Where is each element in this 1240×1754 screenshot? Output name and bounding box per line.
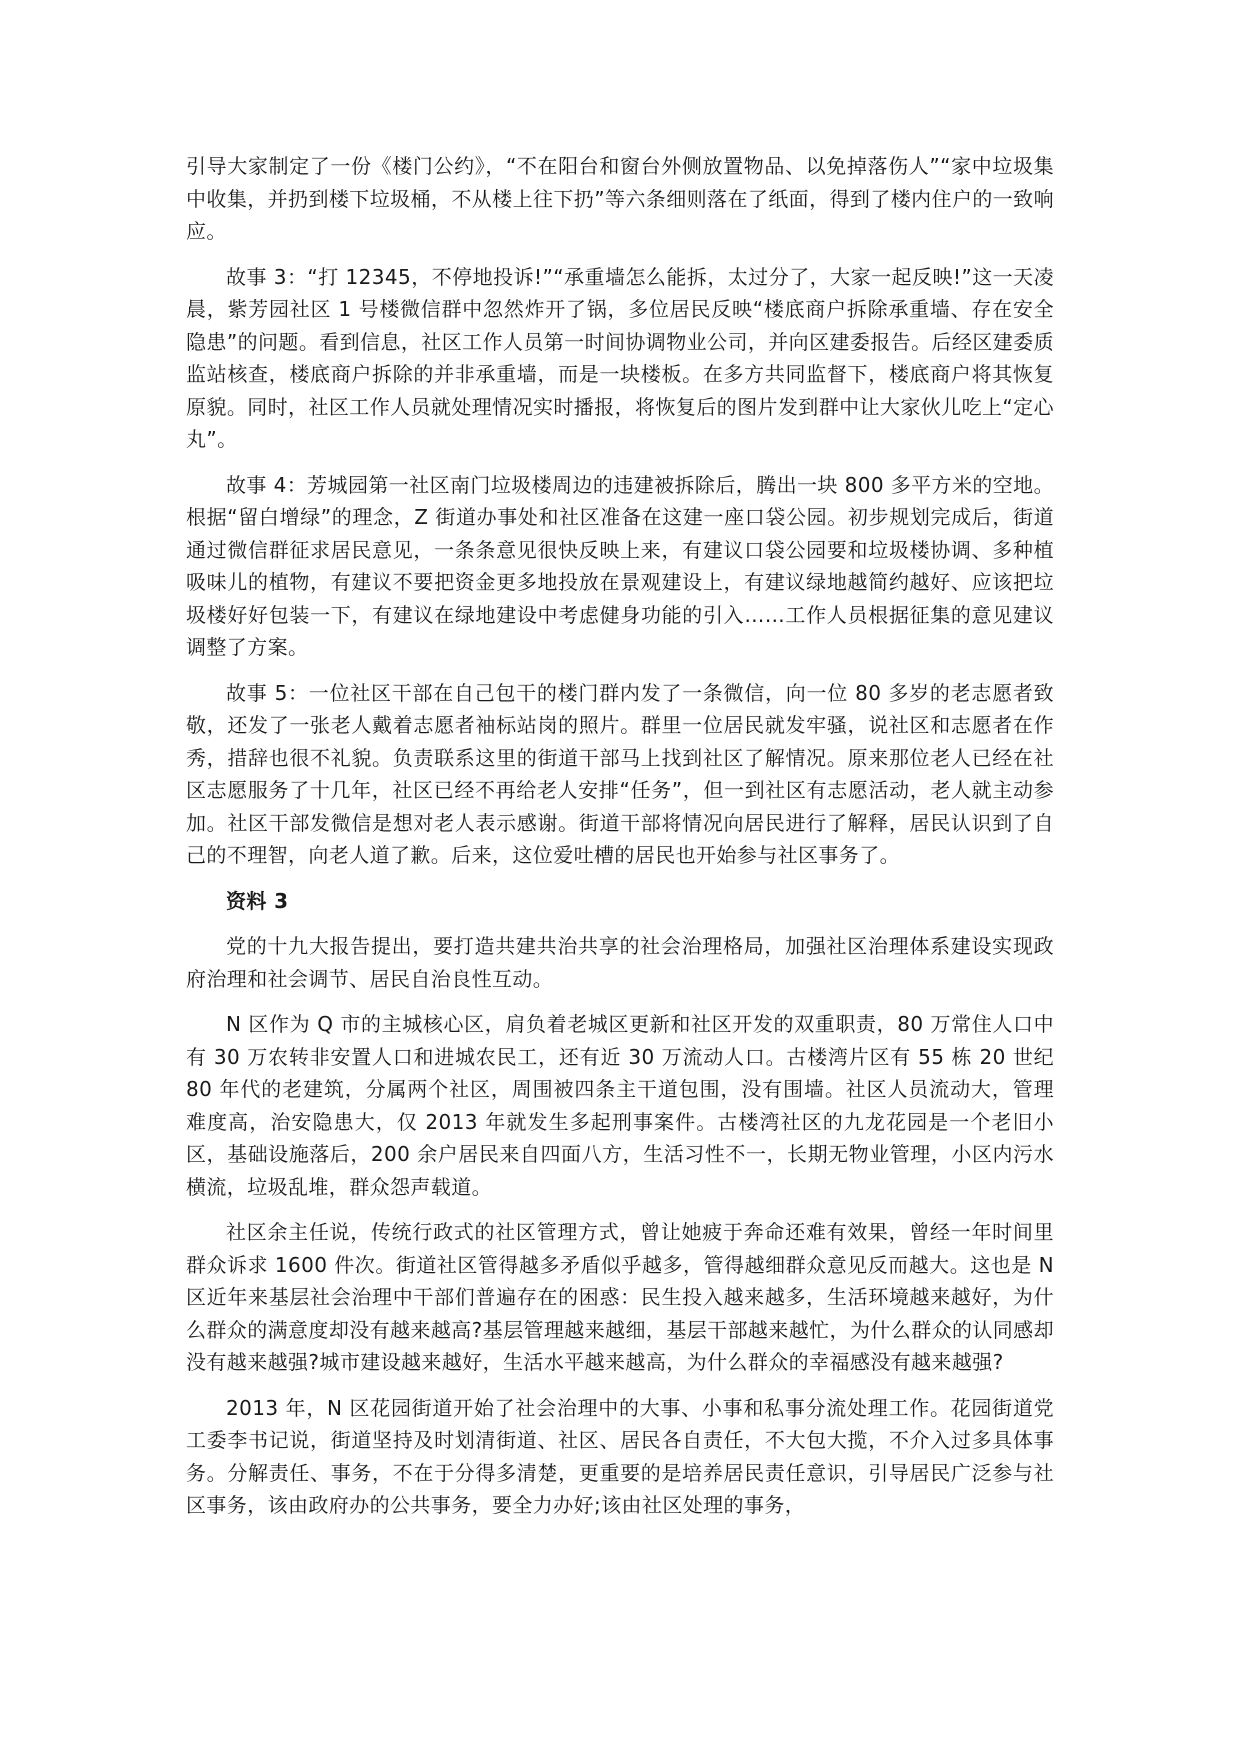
paragraph-n-district: N 区作为 Q 市的主城核心区，肩负着老城区更新和社区开发的双重职责，80 万常住人口中有 30 万农转非安置人口和进城农民工，还有近 30 万流动人口。古楼湾片区有 55 栋 20 世纪 80 年代的老建筑，分属两个社区，周围被四条主干道包围，没有围墙。社区人员流动大，管理难度高，治安隐患大，仅 2013 年就发生多起刑事案件。古楼湾社区的九龙花园是一个老旧小区，基础设施落后，200 余户居民来自四面八方，生活习性不一，长期无物业管理，小区内污水横流，垃圾乱堆，群众怨声载道。 xyxy=(186,1012,1054,1199)
paragraph-story-5: 故事 5：一位社区干部在自己包干的楼门群内发了一条微信，向一位 80 多岁的老志愿者致敬，还发了一张老人戴着志愿者袖标站岗的照片。群里一位居民就发牢骚，说社区和志愿者在作秀，措辞也很不礼貌。负责联系这里的街道干部马上找到社区了解情况。原来那位老人已经在社区志愿服务了十几年，社区已经不再给老人安排“任务”，但一到社区有志愿活动，老人就主动参加。社区干部发微信是想对老人表示感谢。街道干部将情况向居民进行了解释，居民认识到了自己的不理智，向老人道了歉。后来，这位爱吐槽的居民也开始参与社区事务了。 xyxy=(186,680,1054,867)
paragraph-story-3: 故事 3：“打 12345，不停地投诉!”“承重墙怎么能拆，太过分了，大家一起反映!”这一天凌晨，紫芳园社区 1 号楼微信群中忽然炸开了锅，多位居民反映“楼底商户拆除承重墙、存在安全隐患”的问题。看到信息，社区工作人员第一时间协调物业公司，并向区建委报告。后经区建委质监站核查，楼底商户拆除的并非承重墙，而是一块楼板。在多方共同监督下，楼底商户将其恢复原貌。同时，社区工作人员就处理情况实时播报，将恢复后的图片发到群中让大家伙儿吃上“定心丸”。 xyxy=(186,264,1054,451)
paragraph-2013-garden-street: 2013 年，N 区花园街道开始了社会治理中的大事、小事和私事分流处理工作。花园街道党工委李书记说，街道坚持及时划清街道、社区、居民各自责任，不大包大揽，不介入过多具体事务。分解责任、事务，不在于分得多清楚，更重要的是培养居民责任意识，引导居民广泛参与社区事务，该由政府办的公共事务，要全力办好;该由社区处理的事务， xyxy=(186,1395,1054,1517)
paragraph-story-4: 故事 4：芳城园第一社区南门垃圾楼周边的违建被拆除后，腾出一块 800 多平方米的空地。根据“留白增绿”的理念，Z 街道办事处和社区准备在这建一座口袋公园。初步规划完成后，街道通过微信群征求居民意见，一条条意见很快反映上来，有建议口袋公园要和垃圾楼协调、多种植吸味儿的植物，有建议不要把资金更多地投放在景观建设上，有建议绿地越简约越好、应该把垃圾楼好好包装一下，有建议在绿地建设中考虑健身功能的引入……工作人员根据征集的意见建议调整了方案。 xyxy=(186,472,1054,659)
section-heading: 资料 3 xyxy=(226,888,289,913)
paragraph-director-yu: 社区余主任说，传统行政式的社区管理方式，曾让她疲于奔命还难有效果，曾经一年时间里群众诉求 1600 件次。街道社区管得越多矛盾似乎越多，管得越细群众意见反而越大。这也是 N 区近年来基层社会治理中干部们普遍存在的困惑：民生投入越来越多，生活环境越来越好，为什么群众的满意度却没有越来越高?基层管理越来越细，基层干部越来越忙，为什么群众的认同感却没有越来越强?城市建设越来越好，生活水平越来越高，为什么群众的幸福感没有越来越强? xyxy=(186,1220,1054,1374)
document-page xyxy=(186,150,1054,1535)
paragraph-continuation: 引导大家制定了一份《楼门公约》，“不在阳台和窗台外侧放置物品、以免掉落伤人”“家中垃圾集中收集，并扔到楼下垃圾桶，不从楼上往下扔”等六条细则落在了纸面，得到了楼内住户的一致响应。 xyxy=(186,154,1054,243)
paragraph-material-3-intro: 党的十九大报告提出，要打造共建共治共享的社会治理格局，加强社区治理体系建设实现政府治理和社会调节、居民自治良性互动。 xyxy=(186,934,1054,991)
